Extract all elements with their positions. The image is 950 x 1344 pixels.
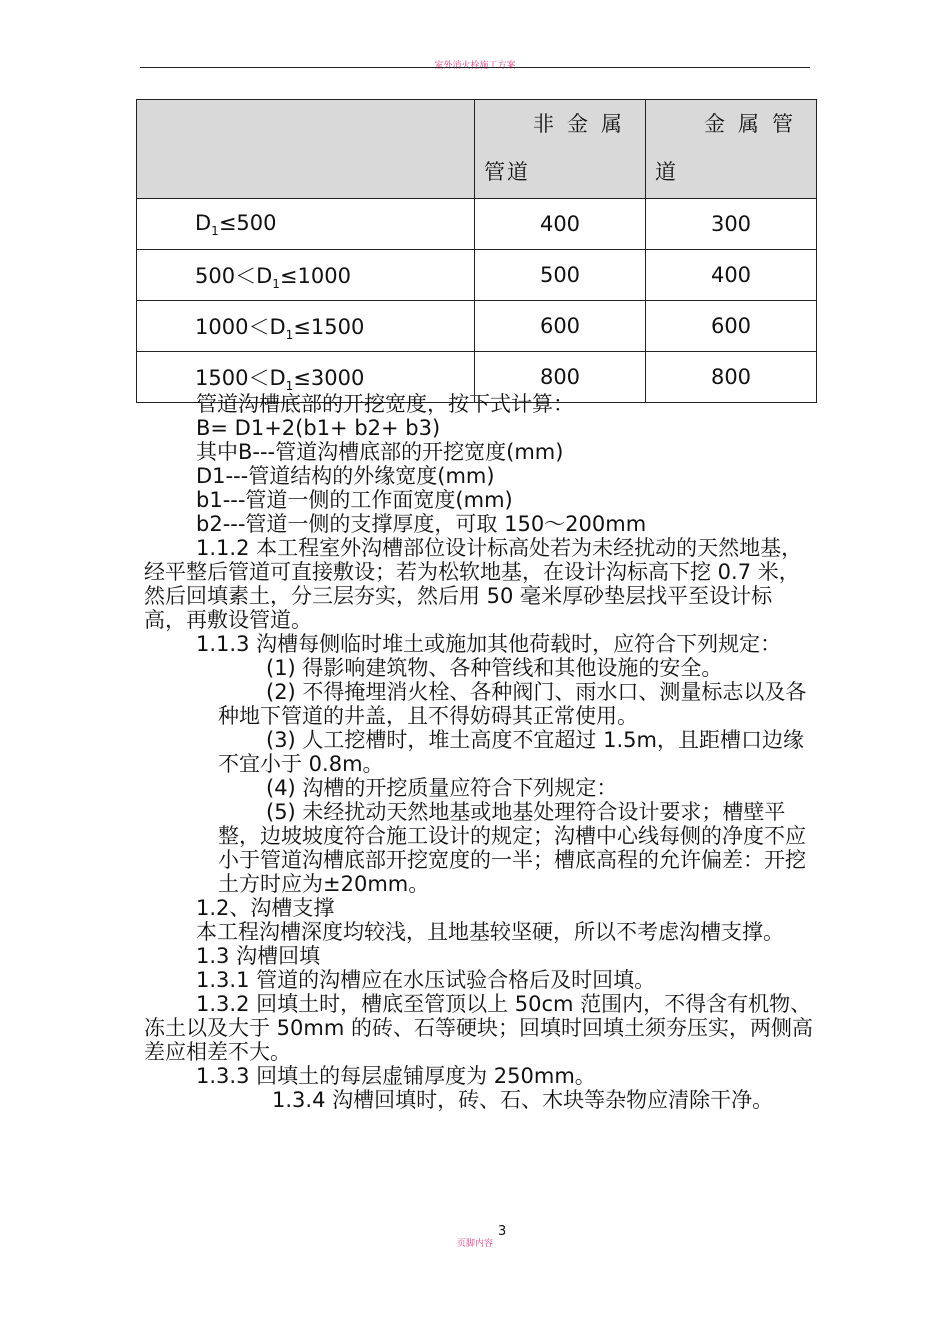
range-prefix: 1000＜D	[195, 314, 286, 339]
table-row	[137, 301, 817, 352]
paragraph-def-b2: b2---管道一侧的支撑厚度，可取 150～200mm	[196, 512, 647, 536]
list-item-5: (5) 未经扰动天然地基或地基处理符合设计要求；槽壁平整，边坡坡度符合施工设计的规定；沟槽中心线每侧的净度不应小于管道沟槽底部开挖宽度的一半；槽底高程的允许偏差：开挖土方时应为±20mm。	[218, 800, 806, 896]
row-metal-value: 600	[646, 301, 817, 352]
row-nonmetal-value: 800	[475, 352, 646, 403]
paragraph-1-2: 本工程沟槽深度均较浅，且地基较坚硬，所以不考虑沟槽支撑。	[196, 920, 784, 944]
table-header-row	[137, 100, 817, 199]
range-prefix: 500＜D	[195, 263, 273, 288]
range-subscript: 1	[285, 327, 294, 342]
range-subscript: 1	[211, 223, 219, 238]
header-metal-line2: 道	[655, 160, 678, 184]
range-suffix: ≤500	[218, 210, 277, 235]
list-item-2: (2) 不得掩埋消火栓、各种阀门、雨水口、测量标志以及各种地下管道的井盖，且不得妨碍其正常使用。	[218, 680, 807, 728]
row-metal-value: 800	[646, 352, 817, 403]
range-suffix: ≤3000	[293, 365, 365, 390]
paragraph-def-b1: b1---管道一侧的工作面宽度(mm)	[196, 488, 513, 512]
row-nonmetal-value: 600	[475, 301, 646, 352]
row-metal-value: 400	[646, 250, 817, 301]
heading-1-3: 1.3 沟槽回填	[196, 944, 321, 968]
range-prefix: D	[195, 210, 212, 235]
range-subscript: 1	[272, 276, 280, 291]
range-prefix: 1500＜D	[195, 365, 286, 390]
row-metal-value: 300	[646, 199, 817, 250]
list-item-3: (3) 人工挖槽时，堆土高度不宜超过 1.5m，且距槽口边缘不宜小于 0.8m。	[218, 728, 804, 776]
row-range	[137, 301, 475, 352]
paragraph-def-b: 其中B---管道沟槽底部的开挖宽度(mm)	[196, 440, 564, 464]
paragraph-1-3-3: 1.3.3 回填土的每层虚铺厚度为 250mm。	[196, 1064, 596, 1088]
paragraph-1-3-4: 1.3.4 沟槽回填时，砖、石、木块等杂物应清除干净。	[272, 1088, 774, 1112]
list-item-4: (4) 沟槽的开挖质量应符合下列规定：	[266, 776, 618, 800]
range-suffix: ≤1500	[293, 314, 365, 339]
paragraph-1-1-3: 1.1.3 沟槽每侧临时堆土或施加其他荷载时，应符合下列规定：	[196, 632, 782, 656]
paragraph-formula: B= D1+2(b1+ b2+ b3)	[196, 416, 441, 440]
row-nonmetal-value: 400	[475, 199, 646, 250]
row-nonmetal-value: 500	[475, 250, 646, 301]
paragraph-1-3-1: 1.3.1 管道的沟槽应在水压试验合格后及时回填。	[196, 968, 656, 992]
width-spec-table	[136, 99, 817, 403]
header-divider	[140, 67, 810, 68]
page-footer-text: 页脚内容	[456, 1239, 493, 1249]
header-metal-line1: 金属管	[704, 112, 806, 136]
table-row	[137, 250, 817, 301]
heading-1-2: 1.2、沟槽支撑	[196, 896, 335, 920]
row-range	[137, 199, 475, 250]
header-nonmetal-line2: 管道	[484, 160, 530, 184]
table-row	[137, 199, 817, 250]
page-header-title: 室外消火栓施工方案	[434, 61, 516, 71]
range-suffix: ≤1000	[279, 263, 351, 288]
body-text	[144, 392, 814, 1112]
table-header-metal	[646, 100, 817, 199]
table-header-blank	[137, 100, 475, 199]
table-header-nonmetal	[475, 100, 646, 199]
page-number: 3	[498, 1224, 507, 1239]
paragraph-1-1-2: 1.1.2 本工程室外沟槽部位设计标高处若为未经扰动的天然地基，经平整后管道可直接敷设；若为松软地基，在设计沟标高下挖 0.7 米，然后回填素土，分三层夯实，然后用 50 毫米厚砂垫层找平至设计标高，再敷设管道。	[144, 536, 803, 632]
row-range	[137, 250, 475, 301]
header-nonmetal-line1: 非金属	[533, 112, 635, 136]
paragraph-formula-intro: 管道沟槽底部的开挖宽度，按下式计算：	[196, 392, 574, 416]
paragraph-1-3-2: 1.3.2 回填土时，槽底至管顶以上 50cm 范围内，不得含有机物、冻土以及大于 50mm 的砖、石等硬块；回填时回填土须夯压实，两侧高差应相差不大。	[144, 992, 813, 1064]
range-subscript: 1	[285, 378, 294, 393]
paragraph-def-d1: D1---管道结构的外缘宽度(mm)	[196, 464, 495, 488]
list-item-1: (1) 得影响建筑物、各种管线和其他设施的安全。	[266, 656, 723, 680]
